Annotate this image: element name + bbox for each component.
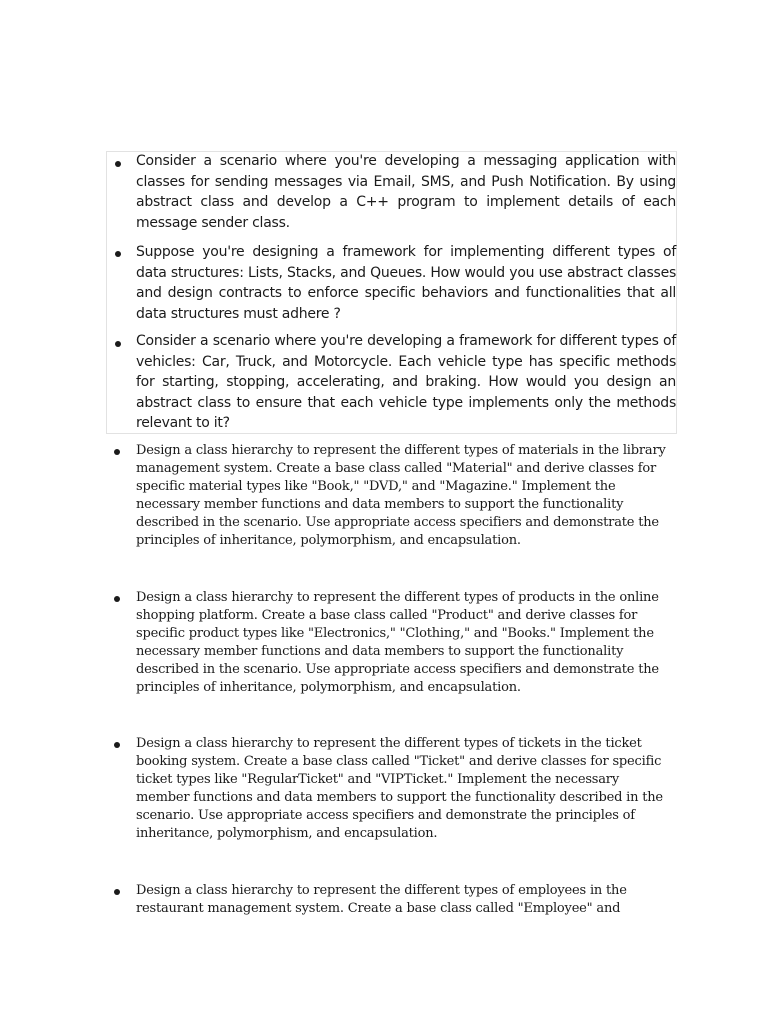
bullet: [114, 596, 120, 602]
bullet: [114, 742, 120, 748]
bullet: [115, 161, 121, 167]
bullet: [115, 341, 121, 347]
list-item-restaurant: Design a class hierarchy to represent the different types of employees in the restaurant management system. Create a base class called "Employee" and: [136, 883, 627, 917]
list-item-data-structures: Suppose you're designing a framework for implementing different types of data structures: Lists, Stacks, and Queues. How would you use abstract classes and design contracts to enforce specific behaviors and functionalities that all data structures must adhere ?: [136, 244, 676, 322]
list-item-messaging: Consider a scenario where you're developing a messaging application with classes for sending messages via Email, SMS, and Push Notification. By using abstract class and develop a C++ program to implement details of each message sender class.: [136, 153, 676, 231]
bullet: [115, 251, 121, 257]
list-item-shopping: Design a class hierarchy to represent the different types of products in the online shopping platform. Create a base class called "Product" and derive classes for specific product types like "Electronics," "Clothing," and "Books." Implement the necessary member functions and data members to support the functionality described in the scenario. Use appropriate access specifiers and demonstrate the principles of inheritance, polymorphism, and encapsulation.: [136, 590, 659, 696]
list-item-ticket: Design a class hierarchy to represent the different types of tickets in the ticket booking system. Create a base class called "Ticket" and derive classes for specific ticket types like "RegularTicket" and "VIPTicket." Implement the necessary member functions and data members to support the functionality described in the scenario. Use appropriate access specifiers and demonstrate the principles of inheritance, polymorphism, and encapsulation.: [136, 736, 663, 842]
bullet: [114, 889, 120, 895]
bullet: [114, 449, 120, 455]
list-item-vehicles: Consider a scenario where you're developing a framework for different types of vehicles: Car, Truck, and Motorcycle. Each vehicle type has specific methods for starting, stopping, accelerating, and braking. How would you design an abstract class to ensure that each vehicle type implements only the methods relevant to it?: [136, 333, 676, 432]
list-item-library: Design a class hierarchy to represent the different types of materials in the library management system. Create a base class called "Material" and derive classes for specific material types like "Book," "DVD," and "Magazine." Implement the necessary member functions and data members to support the functionality described in the scenario. Use appropriate access specifiers and demonstrate the principles of inheritance, polymorphism, and encapsulation.: [136, 443, 666, 549]
